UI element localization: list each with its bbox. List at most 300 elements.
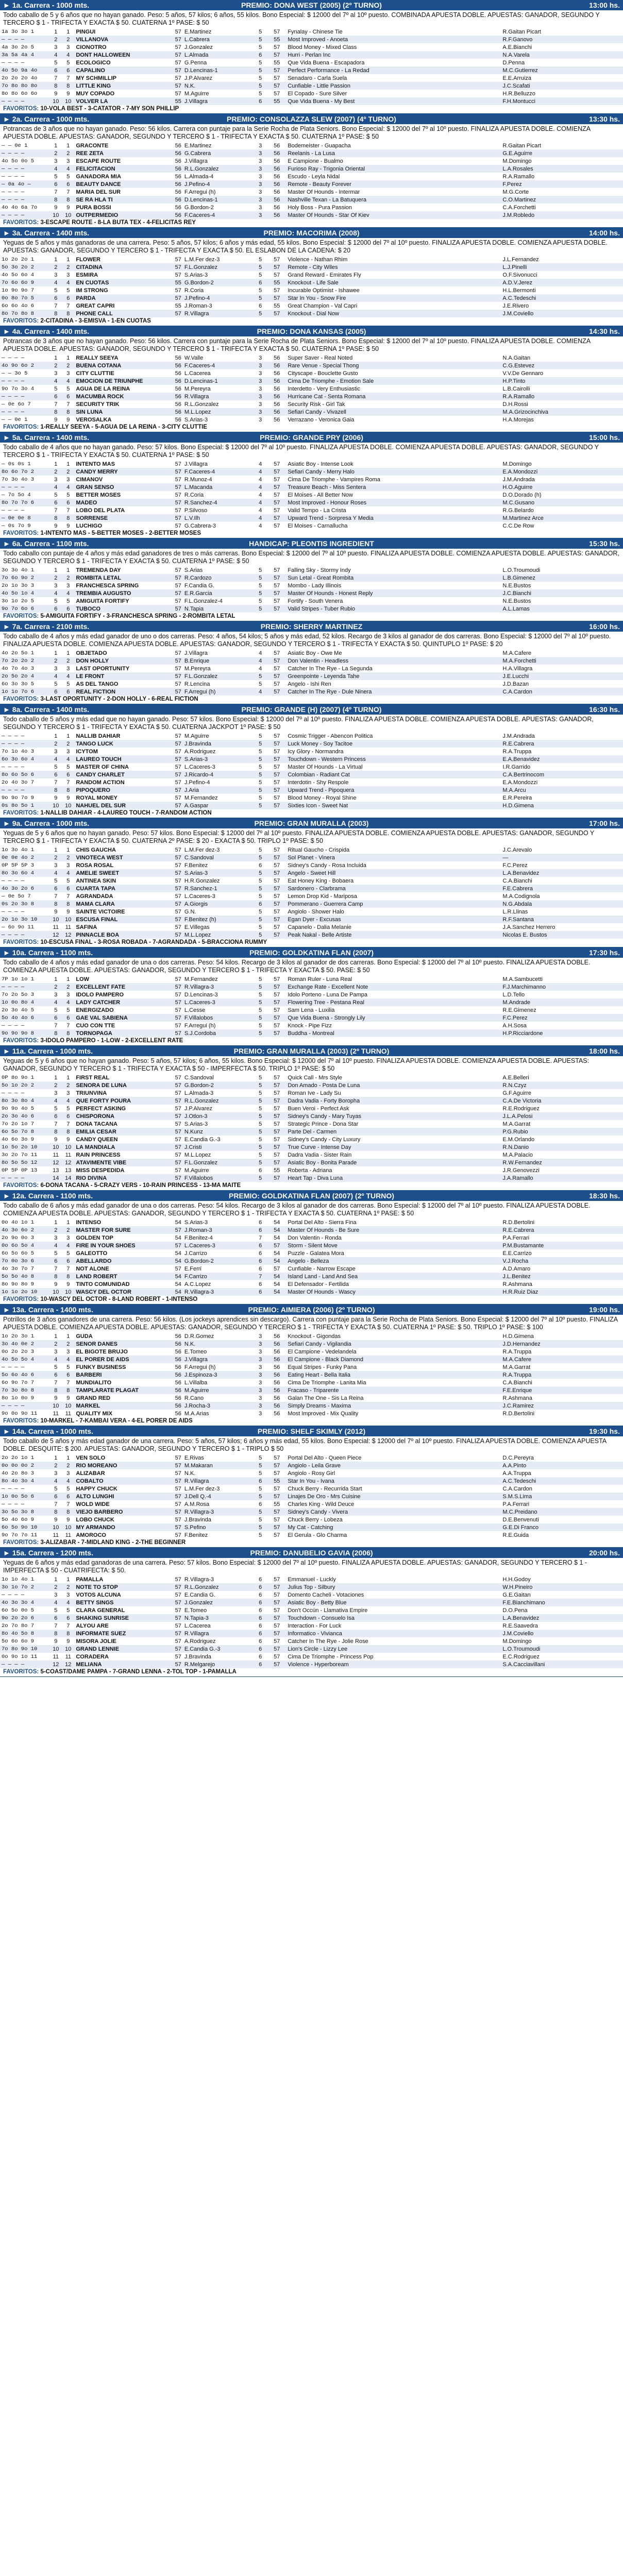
table-row[interactable] [0,877,623,885]
table-row[interactable] [0,90,623,97]
table-row[interactable] [0,400,623,408]
horse-name[interactable]: CANDY QUEEN [76,1136,118,1143]
horse-name[interactable]: WOLD WIDE [76,1501,110,1507]
horse-name[interactable]: EL PORER DE AIDS [74,1355,165,1363]
table-row[interactable] [0,66,623,74]
table-row[interactable] [0,377,623,385]
table-row[interactable] [0,1402,623,1410]
horse-name[interactable]: NALLIB DAHIAR [76,733,121,739]
race-header[interactable] [0,228,623,238]
horse-name[interactable]: BUENA COTANA [74,362,165,369]
horse-name[interactable]: PARDA [74,294,165,302]
horse-name[interactable]: FRANCHESCA SPRING [76,582,139,589]
table-row[interactable] [0,582,623,589]
table-row[interactable] [0,82,623,90]
race-header[interactable] [0,704,623,715]
table-row[interactable] [0,1493,623,1500]
horse-name[interactable]: MELIANA [74,1660,165,1668]
table-row[interactable] [0,385,623,393]
table-row[interactable] [0,802,623,809]
table-row[interactable] [0,1622,623,1630]
race-header[interactable] [0,1046,623,1056]
horse-name[interactable]: PHONE CALL [74,310,165,317]
table-row[interactable] [0,1105,623,1112]
table-row[interactable] [0,589,623,597]
table-row[interactable] [0,649,623,657]
horse-name[interactable]: AMIGUITA FORTIFY [76,598,129,604]
race-header[interactable] [0,818,623,828]
table-row[interactable] [0,1257,623,1265]
horse-name[interactable]: LA MANDIALA [74,1143,165,1151]
table-row[interactable] [0,1120,623,1128]
table-row[interactable] [0,566,623,574]
horse-name[interactable]: EN CUOTAS [74,279,165,286]
horse-name[interactable]: MADEO [74,499,165,506]
table-row[interactable] [0,43,623,51]
table-row[interactable] [0,680,623,688]
table-row[interactable] [0,1410,623,1417]
table-row[interactable] [0,1022,623,1029]
horse-name[interactable]: BEAUTY DANCE [74,180,165,188]
horse-name[interactable]: GRACONTE [76,142,109,149]
table-row[interactable] [0,908,623,916]
table-row[interactable] [0,1477,623,1485]
table-row[interactable] [0,1014,623,1022]
horse-name[interactable]: TRIUNVINA [76,1090,107,1096]
table-row[interactable] [0,1340,623,1348]
horse-name[interactable]: GRAN SENSO [74,483,165,491]
table-row[interactable] [0,1166,623,1174]
table-row[interactable] [0,271,623,279]
horse-name[interactable]: FIRE IN YOUR SHOES [74,1242,165,1249]
horse-name[interactable]: OBJETADO [76,650,107,656]
table-row[interactable] [0,1265,623,1273]
table-row[interactable] [0,1394,623,1402]
table-row[interactable] [0,755,623,763]
race-header[interactable] [0,1548,623,1558]
horse-name[interactable]: GANADORA MIA [76,173,121,180]
horse-name[interactable]: PIPOQUERO [74,786,165,794]
horse-name[interactable]: VOLVER LA [74,97,165,105]
table-row[interactable] [0,1660,623,1668]
table-row[interactable] [0,778,623,786]
horse-name[interactable]: SAFINA [76,924,97,930]
table-row[interactable] [0,36,623,43]
horse-name[interactable]: COBALTO [74,1477,165,1485]
table-row[interactable] [0,861,623,869]
horse-name[interactable]: VEROSALKA [76,416,112,423]
horse-name[interactable]: FELICITACION [74,165,165,173]
table-row[interactable] [0,931,623,939]
table-row[interactable] [0,1097,623,1105]
horse-name[interactable]: CITADINA [74,263,165,271]
table-row[interactable] [0,1630,623,1637]
horse-name[interactable]: SHAKING SUNRISE [74,1614,165,1622]
table-row[interactable] [0,771,623,778]
race-header[interactable] [0,538,623,549]
table-row[interactable] [0,1637,623,1645]
table-row[interactable] [0,1151,623,1159]
table-row[interactable] [0,1288,623,1296]
horse-name[interactable]: OUTPERMEDIO [74,211,165,219]
table-row[interactable] [0,1469,623,1477]
table-row[interactable] [0,256,623,263]
table-row[interactable] [0,1226,623,1234]
table-row[interactable] [0,885,623,892]
horse-name[interactable]: TREMBIA AUGUSTO [74,589,165,597]
horse-name[interactable]: ESMIRA [76,272,98,278]
table-row[interactable] [0,854,623,861]
table-row[interactable] [0,923,623,931]
horse-name[interactable]: NAHUEL DEL SUR [74,802,165,809]
table-row[interactable] [0,514,623,522]
table-row[interactable] [0,1128,623,1136]
table-row[interactable] [0,468,623,476]
horse-name[interactable]: MISORA JOLIE [76,1638,116,1645]
horse-name[interactable]: SENOR DANES [74,1340,165,1348]
table-row[interactable] [0,263,623,271]
horse-name[interactable]: MARIA DEL SUR [76,189,121,195]
horse-name[interactable]: MUNDIALITO [76,1379,112,1386]
table-row[interactable] [0,1112,623,1120]
horse-name[interactable]: LADY CATCHER [74,998,165,1006]
horse-name[interactable]: TINTO COMUNIDAD [76,1281,130,1287]
table-row[interactable] [0,460,623,468]
table-row[interactable] [0,180,623,188]
horse-name[interactable]: CHIS GAUCHA [76,846,116,853]
table-row[interactable] [0,286,623,294]
table-row[interactable] [0,1159,623,1166]
table-row[interactable] [0,142,623,149]
table-row[interactable] [0,204,623,211]
horse-name[interactable]: ATAVIMENTE VIBE [74,1159,165,1166]
horse-name[interactable]: TREMENDA DAY [76,567,121,573]
table-row[interactable] [0,51,623,59]
table-row[interactable] [0,1386,623,1394]
table-row[interactable] [0,196,623,204]
horse-name[interactable]: GALEOTTO [76,1250,108,1257]
table-row[interactable] [0,165,623,173]
table-row[interactable] [0,362,623,369]
table-row[interactable] [0,1355,623,1363]
table-row[interactable] [0,1029,623,1037]
horse-name[interactable]: RANDOM ACTION [76,779,125,786]
table-row[interactable] [0,211,623,219]
table-row[interactable] [0,688,623,696]
table-row[interactable] [0,1081,623,1089]
table-row[interactable] [0,1454,623,1462]
horse-name[interactable]: ICYTOM [76,748,98,755]
horse-name[interactable]: NOT ALONE [76,1265,109,1272]
race-header[interactable] [0,114,623,124]
horse-name[interactable]: SAINTE VICTOIRE [76,908,125,915]
horse-name[interactable]: ESCAPE ROUTE [76,158,121,164]
table-row[interactable] [0,1485,623,1493]
horse-name[interactable]: BETTER MOSES [76,492,121,498]
table-row[interactable] [0,748,623,755]
table-row[interactable] [0,408,623,416]
table-row[interactable] [0,416,623,423]
table-row[interactable] [0,1462,623,1469]
horse-name[interactable]: MY SCHMILLIP [76,75,116,81]
table-row[interactable] [0,1583,623,1591]
horse-name[interactable]: IM STRONG [76,287,108,294]
table-row[interactable] [0,1280,623,1288]
table-row[interactable] [0,28,623,36]
table-row[interactable] [0,786,623,794]
horse-name[interactable]: HAPPY CHUCK [76,1485,117,1492]
horse-name[interactable]: REAL FICTION [74,688,165,696]
horse-name[interactable]: RIO DIVINA [74,1174,165,1182]
horse-name[interactable]: MASTER OF CHINA [76,764,129,770]
table-row[interactable] [0,1074,623,1081]
horse-name[interactable]: LAND ROBERT [74,1273,165,1280]
table-row[interactable] [0,354,623,362]
horse-name[interactable]: ECOLOGICO [76,59,111,66]
horse-name[interactable]: CIONOTRO [76,44,107,50]
table-row[interactable] [0,597,623,605]
horse-name[interactable]: LOW [76,976,89,982]
horse-name[interactable]: MY ARMANDO [74,1523,165,1531]
table-row[interactable] [0,188,623,196]
table-row[interactable] [0,157,623,165]
table-row[interactable] [0,1089,623,1097]
table-row[interactable] [0,998,623,1006]
horse-name[interactable]: BARBERI [74,1371,165,1379]
horse-name[interactable]: VOTOS ALCUNA [76,1591,121,1598]
race-header[interactable] [0,1426,623,1436]
table-row[interactable] [0,1379,623,1386]
table-row[interactable] [0,1606,623,1614]
horse-name[interactable]: ALIZABAR [76,1470,105,1477]
horse-name[interactable]: TAMPLARATE PLAGAT [74,1386,165,1394]
table-row[interactable] [0,740,623,748]
horse-name[interactable]: MACUMBA ROCK [74,393,165,400]
table-row[interactable] [0,1516,623,1523]
horse-name[interactable]: LAST OPORTUNITY [76,665,130,672]
table-row[interactable] [0,97,623,105]
table-row[interactable] [0,1523,623,1531]
table-row[interactable] [0,1136,623,1143]
race-header[interactable] [0,1191,623,1201]
horse-name[interactable]: PURA BOSSI [76,204,111,211]
table-row[interactable] [0,1531,623,1539]
horse-name[interactable]: MUY COPADO [76,90,115,97]
table-row[interactable] [0,393,623,400]
horse-name[interactable]: SENORA DE LUNA [74,1081,165,1089]
horse-name[interactable]: GUDA [76,1333,93,1340]
table-row[interactable] [0,1273,623,1280]
horse-name[interactable]: GRAND LENNIE [74,1645,165,1653]
table-row[interactable] [0,1242,623,1249]
table-row[interactable] [0,522,623,530]
table-row[interactable] [0,1332,623,1340]
table-row[interactable] [0,74,623,82]
table-row[interactable] [0,506,623,514]
table-row[interactable] [0,574,623,582]
horse-name[interactable]: LITTLE KING [74,82,165,90]
horse-name[interactable]: REALLY SEEYA [76,354,119,361]
table-row[interactable] [0,657,623,665]
table-row[interactable] [0,173,623,180]
horse-name[interactable]: CAPALINO [74,66,165,74]
horse-name[interactable]: CHISPORONA [74,1112,165,1120]
horse-name[interactable]: GREAT CAPRI [76,302,115,309]
horse-name[interactable]: SECURITY TRIK [76,401,120,408]
horse-name[interactable]: LAUREO TOUCH [74,755,165,763]
table-row[interactable] [0,1575,623,1583]
horse-name[interactable]: GRAND RED [76,1395,110,1401]
table-row[interactable] [0,491,623,499]
horse-name[interactable]: CUO CON TTE [76,1022,115,1029]
horse-name[interactable]: LOBO DEL PLATA [76,507,125,514]
horse-name[interactable]: VEN SOLO [76,1454,106,1461]
horse-name[interactable]: DON HOLLY [74,657,165,665]
horse-name[interactable]: FLOWER [76,256,100,263]
horse-name[interactable]: ROYAL MONEY [76,794,118,801]
table-row[interactable] [0,1348,623,1355]
table-row[interactable] [0,476,623,483]
table-row[interactable] [0,846,623,854]
horse-name[interactable]: LE FRONT [74,672,165,680]
horse-name[interactable]: SIN LUNA [74,408,165,416]
horse-name[interactable]: VIEJO BARBERO [74,1508,165,1516]
table-row[interactable] [0,294,623,302]
horse-name[interactable]: ABELLARDO [74,1257,165,1265]
horse-name[interactable]: ALYOU ARE [76,1622,109,1629]
horse-name[interactable]: INTENSO [76,1219,102,1226]
table-row[interactable] [0,310,623,317]
table-row[interactable] [0,1006,623,1014]
table-row[interactable] [0,1234,623,1242]
horse-name[interactable]: TUBOCO [74,605,165,613]
table-row[interactable] [0,665,623,672]
race-header[interactable] [0,0,623,10]
horse-name[interactable]: BETTY SINGS [74,1599,165,1606]
horse-name[interactable]: PAMALLA [76,1576,104,1583]
table-row[interactable] [0,302,623,310]
horse-name[interactable]: AMELIE SWEET [74,869,165,877]
horse-name[interactable]: GAE VAL SABIENA [74,1014,165,1022]
horse-name[interactable]: SE RA HLA TI [74,196,165,204]
horse-name[interactable]: ALTO LUNGHI [74,1493,165,1500]
horse-name[interactable]: PINGUI [76,28,96,35]
horse-name[interactable]: QUALITY MIX [76,1410,113,1417]
race-header[interactable] [0,947,623,958]
table-row[interactable] [0,1249,623,1257]
horse-name[interactable]: CLARA GENERAL [76,1607,125,1614]
horse-name[interactable]: ROSA ROSAL [76,862,114,869]
horse-name[interactable]: RAIN PRINCESS [76,1151,121,1158]
horse-name[interactable]: DONT HALLOWEEN [74,51,165,59]
horse-name[interactable]: GOLDEN TOP [76,1234,113,1241]
horse-name[interactable]: ESCUSA FINAL [74,916,165,923]
horse-name[interactable]: LOBO CHUCK [76,1516,114,1523]
race-header[interactable] [0,326,623,336]
horse-name[interactable]: QUE FORTY POURA [74,1097,165,1105]
table-row[interactable] [0,732,623,740]
horse-name[interactable]: CANDY CHARLET [74,771,165,778]
horse-name[interactable]: INFORMATE SUEZ [74,1630,165,1637]
horse-name[interactable]: PERFECT ASKING [76,1105,126,1112]
horse-name[interactable]: TORNOPAGA [74,1029,165,1037]
table-row[interactable] [0,983,623,991]
horse-name[interactable]: FUNKY BUSINESS [76,1364,126,1370]
table-row[interactable] [0,1599,623,1606]
horse-name[interactable]: AS DEL TANGO [76,681,119,687]
table-row[interactable] [0,1614,623,1622]
table-row[interactable] [0,1371,623,1379]
horse-name[interactable]: CANDY MERRY [74,468,165,476]
horse-name[interactable]: EMOCION DE TRIUNPHE [74,377,165,385]
table-row[interactable] [0,892,623,900]
horse-name[interactable]: EL BIGOTE BRUJO [76,1348,128,1355]
table-row[interactable] [0,794,623,802]
race-header[interactable] [0,432,623,443]
table-row[interactable] [0,279,623,286]
horse-name[interactable]: CORADERA [76,1653,109,1660]
table-row[interactable] [0,1174,623,1182]
horse-name[interactable]: VINOTECA WEST [74,854,165,861]
horse-name[interactable]: MISS DESPEDIDA [76,1167,125,1174]
horse-name[interactable]: DONA TACANA [76,1121,117,1127]
table-row[interactable] [0,369,623,377]
horse-name[interactable]: CITY CLUTTIE [76,370,114,377]
horse-name[interactable]: WASCY DEL OCTOR [74,1288,165,1296]
table-row[interactable] [0,916,623,923]
table-row[interactable] [0,1645,623,1653]
race-header[interactable] [0,1304,623,1315]
table-row[interactable] [0,483,623,491]
horse-name[interactable]: MAMA CLARA [74,900,165,908]
table-row[interactable] [0,763,623,771]
horse-name[interactable]: MASTER FOR SURE [74,1226,165,1234]
table-row[interactable] [0,975,623,983]
horse-name[interactable]: AGUA DE LA REINA [76,385,130,392]
horse-name[interactable]: SORRENSE [74,514,165,522]
race-header[interactable] [0,621,623,632]
horse-name[interactable]: EMILIA CESAR [74,1128,165,1136]
table-row[interactable] [0,499,623,506]
horse-name[interactable]: RIO MOREANO [74,1462,165,1469]
horse-name[interactable]: CIMANOV [76,476,103,483]
table-row[interactable] [0,149,623,157]
table-row[interactable] [0,991,623,998]
horse-name[interactable]: AGRANDADA [76,893,113,900]
table-row[interactable] [0,1143,623,1151]
table-row[interactable] [0,605,623,613]
table-row[interactable] [0,900,623,908]
horse-name[interactable]: NOTE TO STOP [74,1583,165,1591]
table-row[interactable] [0,1363,623,1371]
table-row[interactable] [0,1653,623,1660]
horse-name[interactable]: INTENTO MAS [76,461,115,467]
table-row[interactable] [0,1218,623,1226]
table-row[interactable] [0,1508,623,1516]
horse-name[interactable]: ENERGIZADO [76,1007,114,1013]
horse-name[interactable]: IDOLO PAMPERO [76,991,124,998]
horse-name[interactable]: VILLANOVA [74,36,165,43]
horse-name[interactable]: REE ZETA [74,149,165,157]
horse-name[interactable]: ANTINEA SKIN [76,877,116,884]
table-row[interactable] [0,672,623,680]
horse-name[interactable]: CUARTA TAPA [74,885,165,892]
table-row[interactable] [0,59,623,66]
horse-name[interactable]: MARKEL [74,1402,165,1410]
horse-name[interactable]: AMOROCO [76,1532,106,1538]
table-row[interactable] [0,869,623,877]
horse-name[interactable]: EXCELLENT FATE [74,983,165,991]
